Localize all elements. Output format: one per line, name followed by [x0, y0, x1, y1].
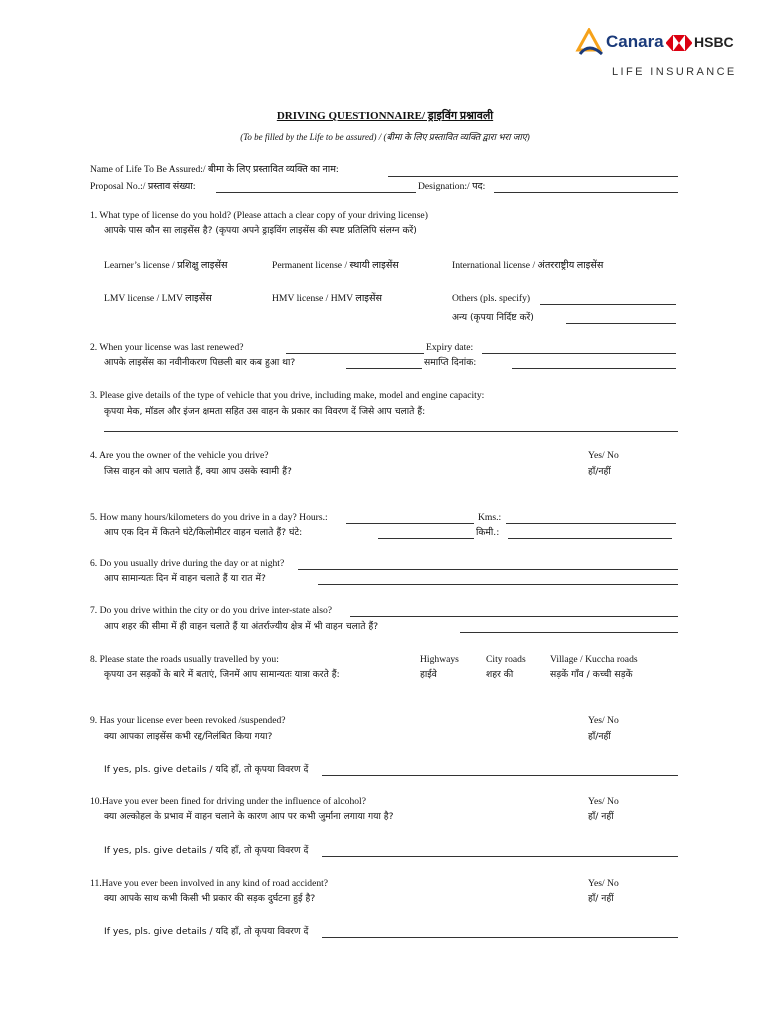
q8-question-hi: कृपया उन सड़कों के बारे में बताएं, जिनमें आप सामान्यतः यात्रा करते हैं: — [104, 669, 340, 680]
q3-question: 3. Please give details of the type of vehicle that you drive, including make, model and engine capacity: — [90, 390, 485, 401]
q4-yes-no[interactable]: Yes/ No — [588, 450, 619, 461]
q5-hours-field-hi[interactable] — [378, 538, 474, 539]
proposal-label: Proposal No.:/ प्रस्ताव संख्या: — [90, 181, 196, 192]
proposal-field[interactable] — [216, 192, 416, 193]
designation-label: Designation:/ पद: — [418, 181, 486, 192]
q2-renewed-field-hi[interactable] — [346, 368, 422, 369]
q3-vehicle-field[interactable] — [104, 431, 678, 432]
q2-expiry-field[interactable] — [482, 353, 676, 354]
q6-question: 6. Do you usually drive during the day or at night? — [90, 558, 285, 569]
q7-question-hi: आप शहर की सीमा में ही वाहन चलाते हैं या अंतर्राज्यीय क्षेत्र में भी वाहन चलाते हैं? — [104, 621, 379, 632]
q5-question-hi: आप एक दिन में कितने घंटे/किलोमीटर वाहन चलाते हैं? घंटे: — [104, 527, 303, 538]
q8-option-city[interactable]: City roads — [486, 654, 526, 665]
q9-details-label: If yes, pls. give details / यदि हाँ, तो कृपया विवरण दें — [104, 764, 309, 775]
q5-kms-field-hi[interactable] — [508, 538, 672, 539]
q9-details-field[interactable] — [322, 775, 678, 776]
q4-question: 4. Are you the owner of the vehicle you drive? — [90, 450, 269, 461]
q11-question: 11.Have you ever been involved in any kind of road accident? — [90, 878, 329, 889]
q10-question: 10.Have you ever been fined for driving under the influence of alcohol? — [90, 796, 366, 807]
q10-question-hi: क्या अल्कोहल के प्रभाव में वाहन चलाने के कारण आप पर कभी जुर्माना लगाया गया है? — [104, 811, 394, 822]
page-title: DRIVING QUESTIONNAIRE/ ड्राइविंग प्रश्नावली — [276, 110, 494, 122]
q1-option-learner[interactable]: Learner’s license / प्रशिक्षु लाइसेंस — [104, 260, 228, 271]
name-label: Name of Life To Be Assured:/ बीमा के लिए प्रस्तावित व्यक्ति का नाम: — [90, 164, 339, 175]
q9-yes-no[interactable]: Yes/ No — [588, 715, 619, 726]
q6-answer-field-hi[interactable] — [318, 584, 678, 585]
q10-yes-no[interactable]: Yes/ No — [588, 796, 619, 807]
q1-option-others[interactable]: Others (pls. specify) — [452, 293, 531, 304]
q11-details-field[interactable] — [322, 937, 678, 938]
q11-details-label: If yes, pls. give details / यदि हाँ, तो कृपया विवरण दें — [104, 926, 309, 937]
q8-option-village-hi: सड़कें गाँव / कच्ची सड़कें — [550, 669, 633, 680]
q2-question-hi: आपके लाइसेंस का नवीनीकरण पिछली बार कब हुआ था? — [104, 357, 296, 368]
life-insurance-tagline: LIFE INSURANCE — [612, 66, 737, 78]
q2-renewed-field[interactable] — [286, 353, 424, 354]
page-subtitle: (To be filled by the Life to be assured) / (बीमा के लिए प्रस्तावित व्यक्ति द्वारा भरा जाए) — [240, 132, 530, 142]
q10-yes-no-hi: हाँ/ नहीं — [588, 811, 614, 822]
q1-question: 1. What type of license do you hold? (Please attach a clear copy of your driving license) — [90, 210, 428, 221]
q10-details-label: If yes, pls. give details / यदि हाँ, तो कृपया विवरण दें — [104, 845, 309, 856]
q2-expiry-field-hi[interactable] — [512, 368, 676, 369]
q7-answer-field[interactable] — [350, 616, 678, 617]
q7-answer-field-hi[interactable] — [460, 632, 678, 633]
q5-kms-label-hi: किमी.: — [476, 527, 500, 538]
q9-yes-no-hi: हाँ/नहीं — [588, 731, 611, 742]
q7-question: 7. Do you drive within the city or do you drive inter-state also? — [90, 605, 332, 616]
q1-option-others-hi: अन्य (कृपया निर्दिष्ट करें) — [452, 312, 534, 323]
q5-hours-field[interactable] — [346, 523, 474, 524]
q9-question: 9. Has your license ever been revoked /suspended? — [90, 715, 286, 726]
q6-question-hi: आप सामान्यतः दिन में वाहन चलाते हैं या रात में? — [104, 573, 266, 584]
q11-question-hi: क्या आपके साथ कभी किसी भी प्रकार की सड़क दुर्घटना हुई है? — [104, 893, 316, 904]
q1-option-lmv[interactable]: LMV license / LMV लाइसेंस — [104, 293, 212, 304]
q4-yes-no-hi: हाँ/नहीं — [588, 466, 611, 477]
q11-yes-no-hi: हाँ/ नहीं — [588, 893, 614, 904]
q8-option-village[interactable]: Village / Kuccha roads — [550, 654, 638, 665]
q11-yes-no[interactable]: Yes/ No — [588, 878, 619, 889]
q2-expiry-label-hi: समाप्ति दिनांक: — [424, 357, 477, 368]
q10-details-field[interactable] — [322, 856, 678, 857]
q4-question-hi: जिस वाहन को आप चलाते हैं, क्या आप उसके स्वामी हैं? — [104, 466, 292, 477]
canara-hsbc-logo — [572, 26, 742, 82]
q8-question: 8. Please state the roads usually travelled by you: — [90, 654, 279, 665]
q2-expiry-label: Expiry date: — [426, 342, 474, 353]
name-field[interactable] — [388, 176, 678, 177]
q9-question-hi: क्या आपका लाइसेंस कभी रद्द/निलंबित किया गया? — [104, 731, 273, 742]
q1-others-field-hi[interactable] — [566, 323, 676, 324]
hsbc-wordmark: HSBC — [694, 34, 734, 50]
canara-wordmark: Canara — [606, 32, 664, 51]
q2-question: 2. When your license was last renewed? — [90, 342, 244, 353]
designation-field[interactable] — [494, 192, 678, 193]
hsbc-hexagon-icon — [666, 35, 692, 51]
q5-kms-label: Kms.: — [478, 512, 502, 523]
q5-question: 5. How many hours/kilometers do you drive in a day? Hours.: — [90, 512, 328, 523]
q1-option-international[interactable]: International license / अंतरराष्ट्रीय लाइसेंस — [452, 260, 604, 271]
q6-answer-field[interactable] — [298, 569, 678, 570]
q1-others-field[interactable] — [540, 304, 676, 305]
q1-option-hmv[interactable]: HMV license / HMV लाइसेंस — [272, 293, 382, 304]
q3-question-hi: कृपया मेक, मॉडल और इंजन क्षमता सहित उस वाहन के प्रकार का विवरण दें जिसे आप चलाते हैं: — [104, 406, 426, 417]
q8-option-highways-hi: हाईवे — [420, 669, 437, 680]
canara-swirl-icon — [572, 28, 606, 58]
q1-question-hi: आपके पास कौन सा लाइसेंस है? (कृपया अपने ड्राइविंग लाइसेंस की स्पष्ट प्रतिलिपि संलग्न करें) — [104, 225, 417, 236]
q1-option-permanent[interactable]: Permanent license / स्थायी लाइसेंस — [272, 260, 399, 271]
q8-option-city-hi: शहर की — [486, 669, 514, 680]
q5-kms-field[interactable] — [506, 523, 676, 524]
q8-option-highways[interactable]: Highways — [420, 654, 459, 665]
